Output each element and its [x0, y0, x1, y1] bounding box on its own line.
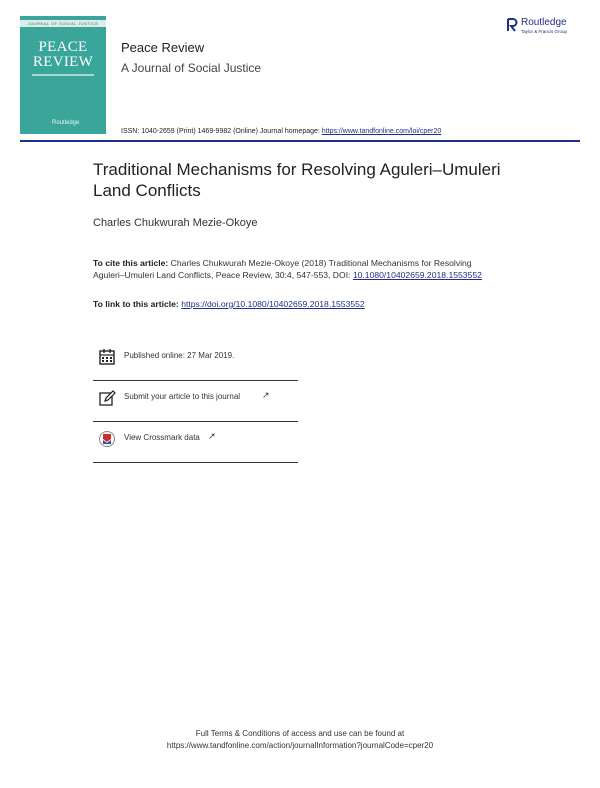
calendar-icon: [98, 348, 116, 366]
header-divider: [20, 140, 580, 142]
cover-strip: [32, 74, 94, 76]
info-divider-3: [93, 462, 298, 463]
info-divider-2: [93, 421, 298, 422]
external-link-icon-2: ↗: [208, 431, 216, 441]
journal-homepage-link[interactable]: https://www.tandfonline.com/loi/cper20: [321, 128, 442, 135]
footer-line-1: Full Terms & Conditions of access and use can be found at: [195, 729, 405, 738]
article-doi-link[interactable]: https://doi.org/10.1080/10402659.2018.1553552: [181, 299, 365, 309]
citation-doi-link[interactable]: 10.1080/10402659.2018.1553552: [352, 269, 482, 280]
journal-subtitle: A Journal of Social Justice: [121, 61, 262, 75]
crossmark-link[interactable]: View Crossmark data: [124, 433, 200, 442]
article-link-line: [93, 299, 365, 309]
routledge-icon: [506, 18, 518, 32]
edit-icon: [98, 389, 116, 407]
publisher-tagline: Taylor & Francis Group: [521, 29, 568, 34]
footer-terms: [0, 728, 600, 752]
cover-logo: Routledge: [52, 120, 80, 126]
article-title: Traditional Mechanisms for Resolving Aguleri–Umuleri Land Conflicts: [93, 160, 501, 200]
citation-label: To cite this article:: [93, 258, 169, 268]
citation-block: [93, 258, 493, 282]
link-label: To link to this article:: [93, 299, 182, 309]
published-date: Published online: 27 Mar 2019.: [124, 351, 235, 360]
journal-title: Peace Review: [121, 40, 205, 55]
info-divider-1: [93, 380, 298, 381]
citation-text: Charles Chukwurah Mezie-Okoye (2018) Traditional Mechanisms for Resolving Aguleri–Umuleri Land Conflicts, Peace Review, 30:4, 547-553, DOI:: [93, 258, 472, 280]
cover-title: PEACE REVIEW: [32, 39, 94, 70]
journal-cover: [20, 16, 106, 134]
publisher-name: Routledge: [521, 17, 567, 28]
cover-top-band: JOURNAL OF SOCIAL JUSTICE: [20, 20, 106, 27]
article-author: Charles Chukwurah Mezie-Okoye: [93, 217, 258, 229]
footer-terms-link[interactable]: https://www.tandfonline.com/action/journalInformation?journalCode=cper20: [166, 741, 434, 750]
crossmark-icon: [98, 430, 116, 448]
issn-line: ISSN: 1040-2659 (Print) 1469-9982 (Online) Journal homepage: https://www.tandfonline.com/loi/cper20: [121, 128, 442, 135]
external-link-icon: ↗: [262, 390, 270, 400]
submit-article-link[interactable]: Submit your article to this journal: [124, 392, 241, 401]
